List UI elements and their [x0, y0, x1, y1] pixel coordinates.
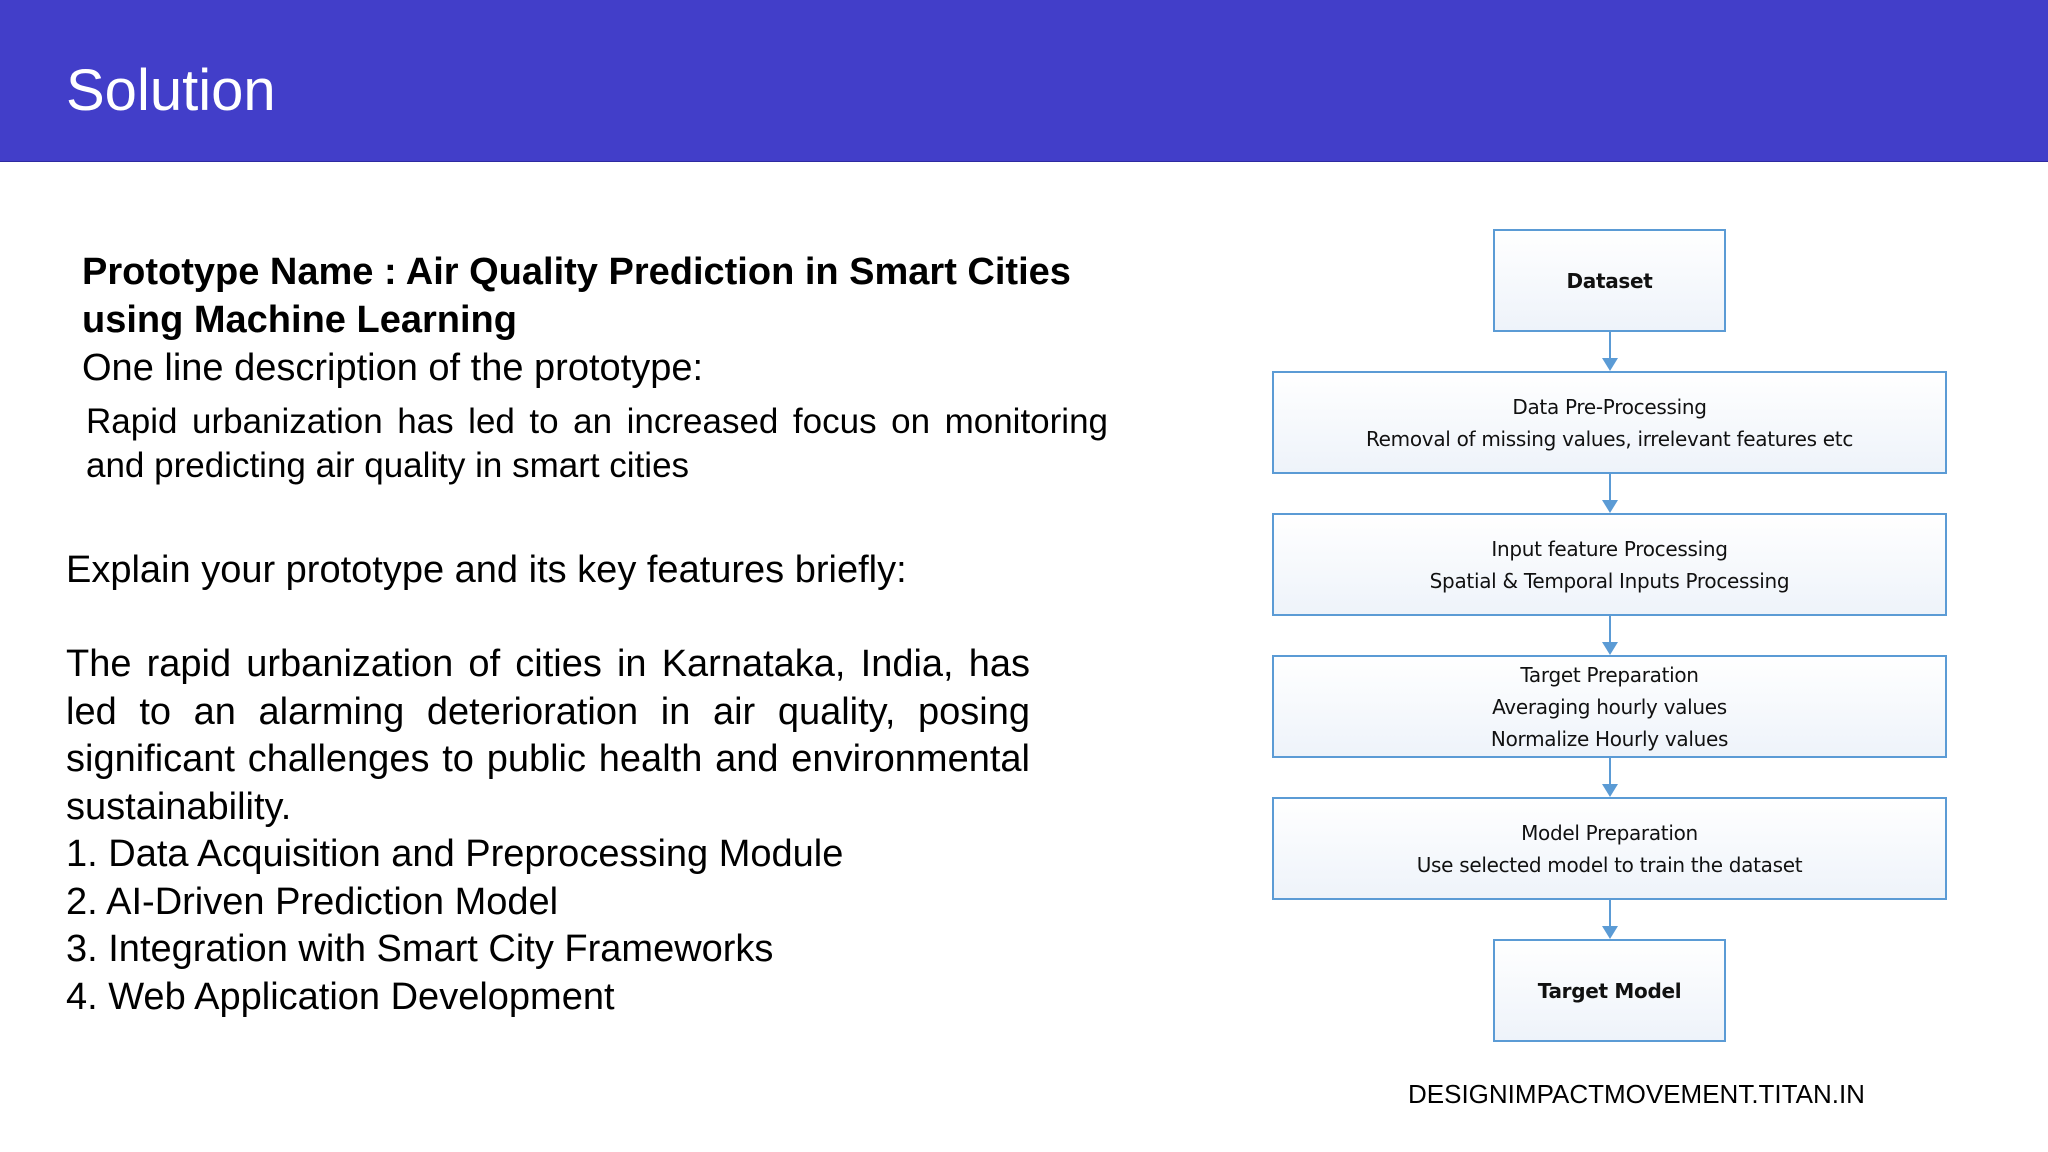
one-line-label: One line description of the prototype:: [82, 347, 704, 389]
flow-step-input-feature-processing: [1272, 513, 1947, 616]
flow-arrow-head: [1602, 926, 1618, 939]
flow-arrow-line: [1609, 332, 1611, 359]
flow-arrow-head: [1602, 358, 1618, 371]
flow-step-text: Target Preparation: [1520, 662, 1699, 687]
feature-list: [66, 831, 1030, 1021]
flow-arrow-line: [1609, 900, 1611, 927]
prototype-section: [82, 248, 1112, 488]
flow-arrow-line: [1609, 758, 1611, 785]
flow-step-text: Use selected model to train the dataset: [1416, 852, 1803, 877]
flow-step-target-model: [1493, 939, 1726, 1042]
feature-item: 4. Web Application Development: [66, 975, 615, 1018]
header-bar: [0, 0, 2048, 162]
flow-arrow-head: [1602, 500, 1618, 513]
one-line-description: Rapid urbanization has led to an increased focus on monitoring and predicting air quality in smart cities: [86, 402, 1108, 485]
flow-arrow-head: [1602, 784, 1618, 797]
flow-step-text: Model Preparation: [1521, 820, 1698, 845]
flow-step-text: Averaging hourly values: [1492, 694, 1727, 719]
explain-paragraph: The rapid urbanization of cities in Karnataka, India, has led to an alarming deterioration in air quality, posing significant challenges to public health and environmental sustainability.: [66, 643, 1030, 828]
flow-step-text: Data Pre-Processing: [1512, 394, 1707, 419]
flow-step-text: Normalize Hourly values: [1490, 726, 1729, 751]
flow-arrow-line: [1609, 474, 1611, 501]
flow-step-text: Dataset: [1566, 268, 1653, 293]
prototype-name: Prototype Name : Air Quality Prediction in Smart Cities using Machine Learning: [82, 251, 1071, 341]
flow-step-target-preparation: [1272, 655, 1947, 758]
flow-step-text: Input feature Processing: [1491, 536, 1728, 561]
explanation-section: [66, 546, 1030, 1021]
flow-step-text: Spatial & Temporal Inputs Processing: [1429, 568, 1790, 593]
feature-item: 1. Data Acquisition and Preprocessing Module: [66, 833, 844, 875]
slide-title: Solution: [66, 58, 276, 123]
flow-step-model-preparation: [1272, 797, 1947, 900]
feature-item: 2. AI-Driven Prediction Model: [66, 880, 559, 923]
flow-step-text: Removal of missing values, irrelevant features etc: [1365, 426, 1854, 451]
flow-arrow-head: [1602, 642, 1618, 655]
flow-step-data-preprocessing: [1272, 371, 1947, 474]
flow-step-text: Target Model: [1537, 978, 1682, 1003]
feature-item: 3. Integration with Smart City Frameworks: [66, 928, 774, 970]
footer-url: DESIGNIMPACTMOVEMENT.TITAN.IN: [1408, 1079, 1865, 1109]
explain-label: Explain your prototype and its key features briefly:: [66, 549, 907, 591]
flow-step-dataset: [1493, 229, 1726, 332]
flow-arrow-line: [1609, 616, 1611, 643]
